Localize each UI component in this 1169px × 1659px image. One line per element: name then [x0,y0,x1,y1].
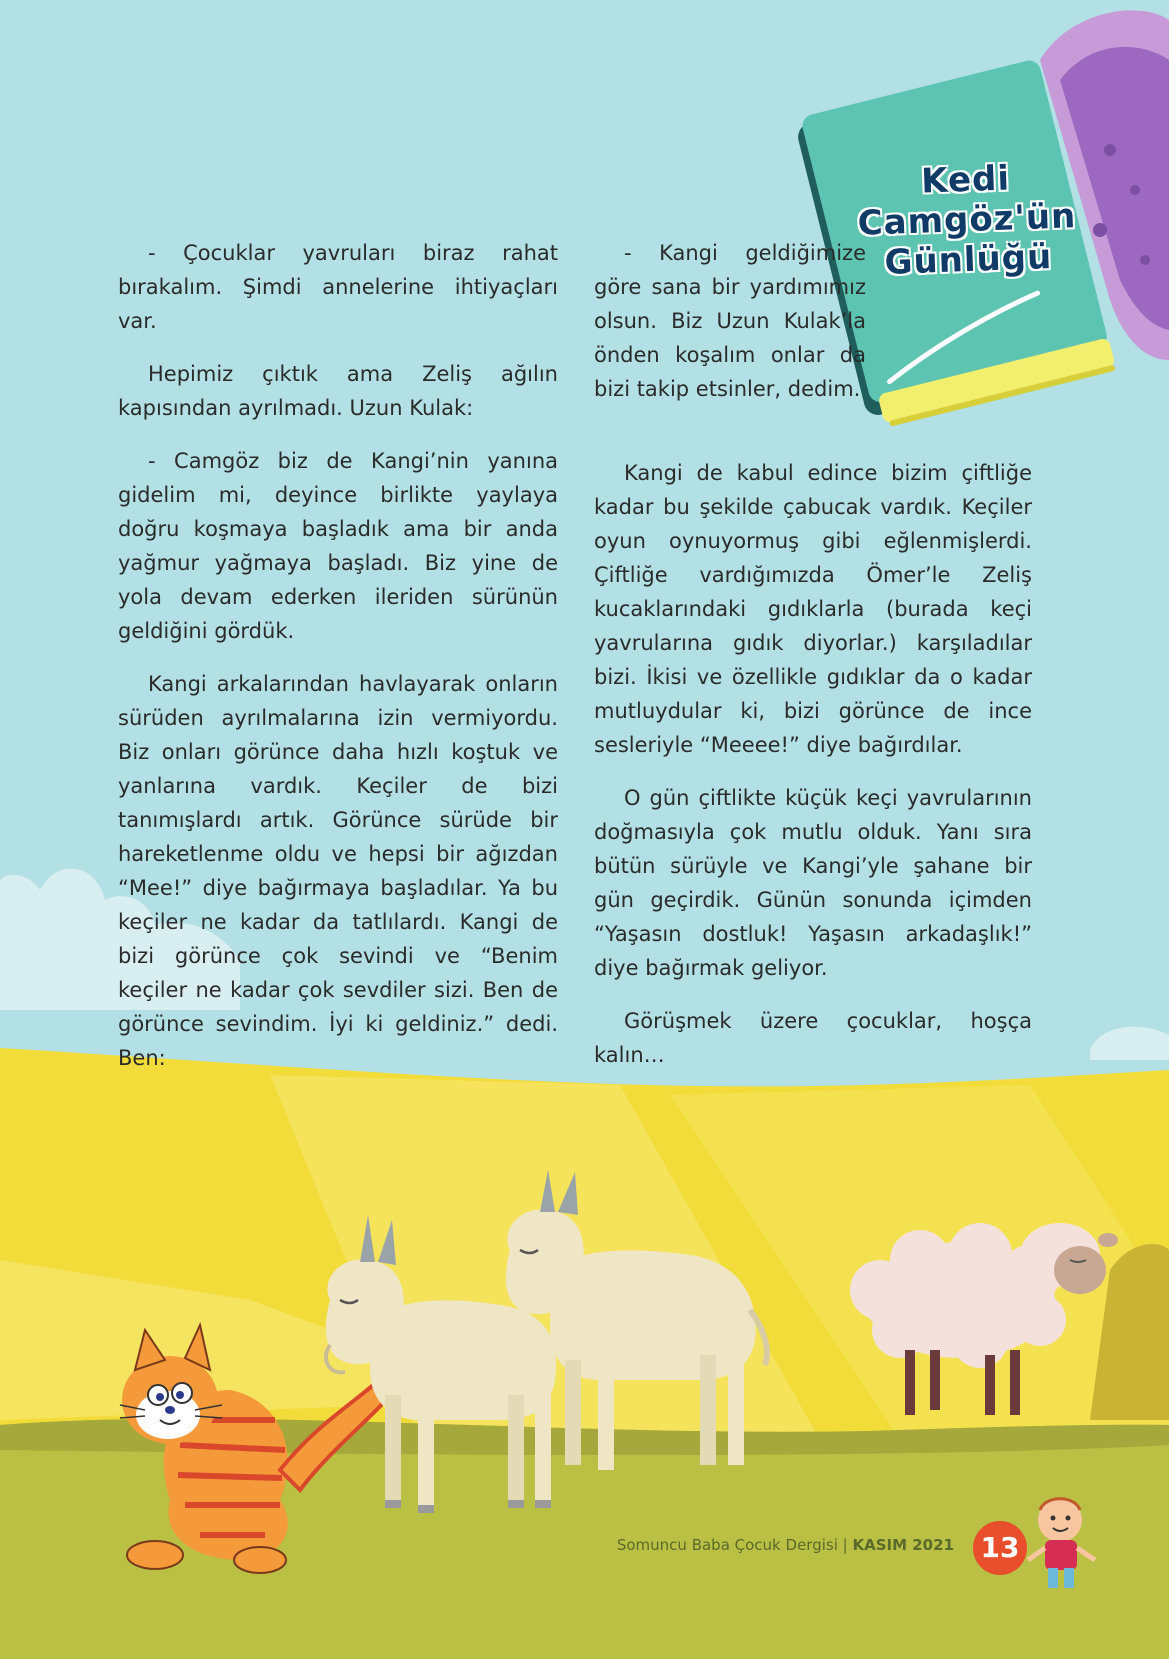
paragraph: - Camgöz biz de Kangi’nin yanına gidelim mi, deyince birlikte yaylaya doğru koşmaya başladık ama bir anda yağmur yağmaya başladı. Biz yine de yola devam ederken ileriden sürünün geldiğini gördük. [118,449,558,643]
paragraph: Görüşmek üzere çocuklar, hoşça kalın… [594,1009,1032,1067]
paragraph: Kangi de kabul edince bizim çiftliğe kadar bu şekilde çabucak vardık. Keçiler oyun oynuyormuş gibi eğlenmişlerdi. Çiftliğe vardığımızda Ömer’le Zeliş kucaklarındaki gıdıklarla (burada keçi yavrularına gıdık diyorlar.) karşıladılar bizi. İkisi ve özellikle gıdıklar da o kadar mutluydular ki, bizi görünce de ince sesleriyle “Meeee!” diye bağırdılar. [594,461,1032,757]
book-title-line-2: Camgöz'ün [857,196,1077,244]
paragraph: - Çocuklar yavruları biraz rahat bırakalım. Şimdi annelerine ihtiyaçları var. [118,241,558,333]
page-footer [617,1536,954,1554]
paragraph: - Kangi geldiğimize göre sana bir yardımımız olsun. Biz Uzun Kulak’la önden koşalım onlar da bizi takip etsinler, dedim. [594,241,866,401]
right-text-column-top [594,236,866,425]
page-number-badge: 13 [973,1521,1027,1575]
paragraph: Kangi arkalarından havlayarak onların sürüden ayrılmalarına izin vermiyordu. Biz onları görünce daha hızlı koştuk ve yanlarına vardık. Keçiler de bizi tanımışlardı artık. Görünce sürüde bir hareketlenme oldu ve hepsi bir ağızdan “Mee!” diye bağırmaya başladılar. Ya bu keçiler ne kadar da tatlılardı. Kangi de bizi görünce çok sevindi ve “Benim keçiler ne kadar çok sevdiler sizi. Ben de görünce sevindim. İyi ki geldiniz.” dedi. Ben: [118,672,558,1070]
right-text-column [594,456,1032,1091]
issue-date: KASIM 2021 [852,1536,954,1554]
paragraph: O gün çiftlikte küçük keçi yavrularının doğmasıyla çok mutlu olduk. Yanı sıra bütün sürüyle ve Kangi’yle şahane bir gün geçirdik. Günün sonunda içimden “Yaşasın dostluk! Yaşasın arkadaşlık!” diye bağırmak geliyor. [594,786,1032,980]
book-title [840,156,1094,285]
left-text-column [118,236,558,1094]
paragraph: Hepimiz çıktık ama Zeliş ağılın kapısından ayrılmadı. Uzun Kulak: [118,362,558,420]
book-title-line-3: Günlüğü [883,237,1053,283]
magazine-name: Somuncu Baba Çocuk Dergisi | [616,1536,848,1554]
book-title-line-1: Kedi [920,158,1011,202]
